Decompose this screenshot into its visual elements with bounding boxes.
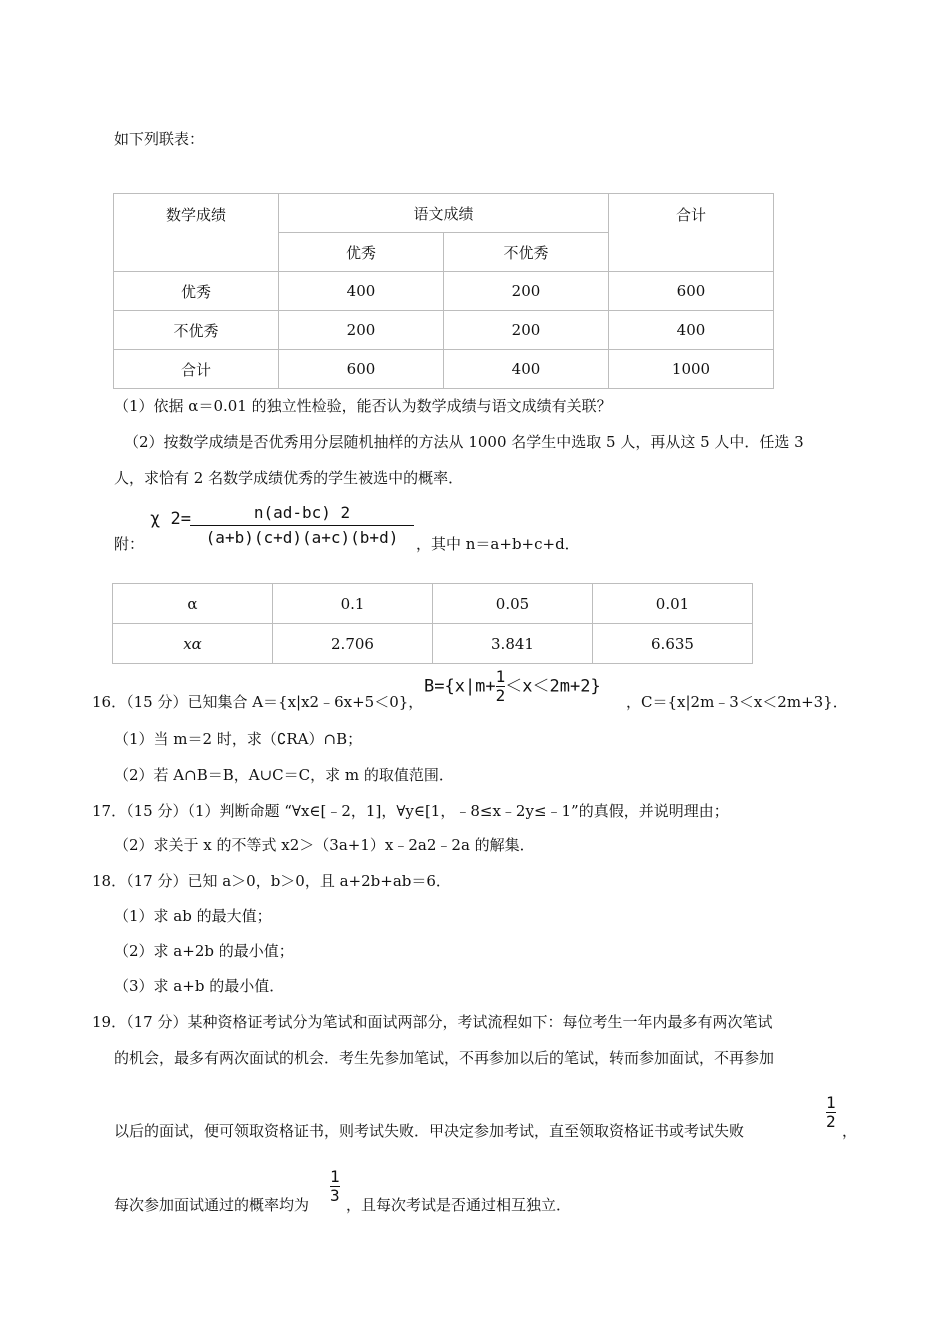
cell: 600 xyxy=(609,272,774,311)
q15-part2-line1: （2）按数学成绩是否优秀用分层随机抽样的方法从 1000 名学生中选取 5 人，再从这 5 人中．任选 3 xyxy=(124,433,804,451)
cell: 6.635 xyxy=(593,624,753,664)
appendix-tail: ，其中 n＝a+b+c+d． xyxy=(416,535,580,553)
q19-line2: 的机会，最多有两次面试的机会．考生先参加笔试，不再参加以后的笔试，转而参加面试，不再参加 xyxy=(114,1049,775,1067)
row-label: 不优秀 xyxy=(114,311,279,350)
cell: 600 xyxy=(279,350,444,389)
header-chinese: 语文成绩 xyxy=(279,194,609,233)
chi-square-denominator: (a+b)(c+d)(a+c)(b+d) xyxy=(205,528,399,547)
q18-part3: （3）求 a+b 的最小值． xyxy=(114,977,285,995)
set-b-fraction: $\frac{1}{2}$ xyxy=(495,667,506,705)
q17-part1: 17．（15 分）（1）判断命题 “∀x∈[﹣2，1]，∀y∈[1，﹣8≤x﹣2y≤﹣1”的真假，并说明理由； xyxy=(92,802,729,820)
cell: 200 xyxy=(279,311,444,350)
cell: α xyxy=(113,584,273,624)
fraction-bar xyxy=(190,525,414,526)
set-b-prefix: B={x|m+ xyxy=(424,676,496,697)
intro-text: 如下列联表： xyxy=(114,130,205,148)
table-row xyxy=(114,350,774,389)
critical-value-table xyxy=(112,583,753,664)
q16-part1: （1）当 m＝2 时，求（∁RA）∩B； xyxy=(114,730,363,748)
q19-line4: 每次参加面试通过的概率均为 xyxy=(114,1196,310,1214)
q18-head: 18．（17 分）已知 a＞0，b＞0，且 a+2b+ab＝6． xyxy=(92,872,451,890)
cell: xα xyxy=(113,624,273,664)
q19-line3: 以后的面试，便可领取资格证书，则考试失败．甲决定参加考试，直至领取资格证书或考试失败 xyxy=(114,1122,745,1140)
q18-part2: （2）求 a+2b 的最小值； xyxy=(114,942,294,960)
q19-line3-tail: ， xyxy=(842,1122,858,1140)
q16-part2: （2）若 A∩B＝B，A∪C＝C，求 m 的取值范围． xyxy=(114,766,454,784)
cell: 200 xyxy=(444,311,609,350)
cell: 1000 xyxy=(609,350,774,389)
fraction-one-third: $\frac{1}{3}$ xyxy=(330,1167,340,1205)
header-math: 数学成绩 xyxy=(114,194,279,272)
q15-part1: （1）依据 α＝0.01 的独立性检验，能否认为数学成绩与语文成绩有关联？ xyxy=(114,397,612,415)
cell: 400 xyxy=(609,311,774,350)
fraction-one-half: $\frac{1}{2}$ xyxy=(826,1093,836,1131)
appendix-label: 附： xyxy=(114,535,145,553)
cell: 200 xyxy=(444,272,609,311)
sub-not-excellent: 不优秀 xyxy=(444,233,609,272)
table-row xyxy=(113,584,753,624)
q19-line4-tail: ，且每次考试是否通过相互独立． xyxy=(346,1196,572,1214)
cell: 2.706 xyxy=(273,624,433,664)
cell: 0.05 xyxy=(433,584,593,624)
q17-part2: （2）求关于 x 的不等式 x2＞（3a+1）x﹣2a2﹣2a 的解集． xyxy=(114,836,535,854)
contingency-table xyxy=(113,193,774,389)
row-label: 优秀 xyxy=(114,272,279,311)
header-total: 合计 xyxy=(609,194,774,272)
set-b-suffix: ＜x＜2m+2} xyxy=(505,676,601,697)
q16-tail: ，C＝{x|2m﹣3＜x＜2m+3}． xyxy=(626,693,848,711)
table-row xyxy=(114,272,774,311)
q18-part1: （1）求 ab 的最大值； xyxy=(114,907,272,925)
q16-head: 16．（15 分）已知集合 A＝{x|x2﹣6x+5＜0}， xyxy=(92,693,424,711)
sub-excellent: 优秀 xyxy=(279,233,444,272)
table-row xyxy=(114,311,774,350)
chi-square-lhs: χ 2= xyxy=(150,509,191,529)
set-b-expression xyxy=(424,668,601,705)
cell: 0.1 xyxy=(273,584,433,624)
cell: 400 xyxy=(279,272,444,311)
q15-part2-line2: 人，求恰有 2 名数学成绩优秀的学生被选中的概率． xyxy=(114,469,464,487)
cell: 3.841 xyxy=(433,624,593,664)
row-label: 合计 xyxy=(114,350,279,389)
cell: 400 xyxy=(444,350,609,389)
cell: 0.01 xyxy=(593,584,753,624)
q19-line1: 19．（17 分）某种资格证考试分为笔试和面试两部分，考试流程如下：每位考生一年内最多有两次笔试 xyxy=(92,1013,773,1031)
table-row xyxy=(113,624,753,664)
chi-square-numerator: n(ad-bc) 2 xyxy=(253,503,351,522)
